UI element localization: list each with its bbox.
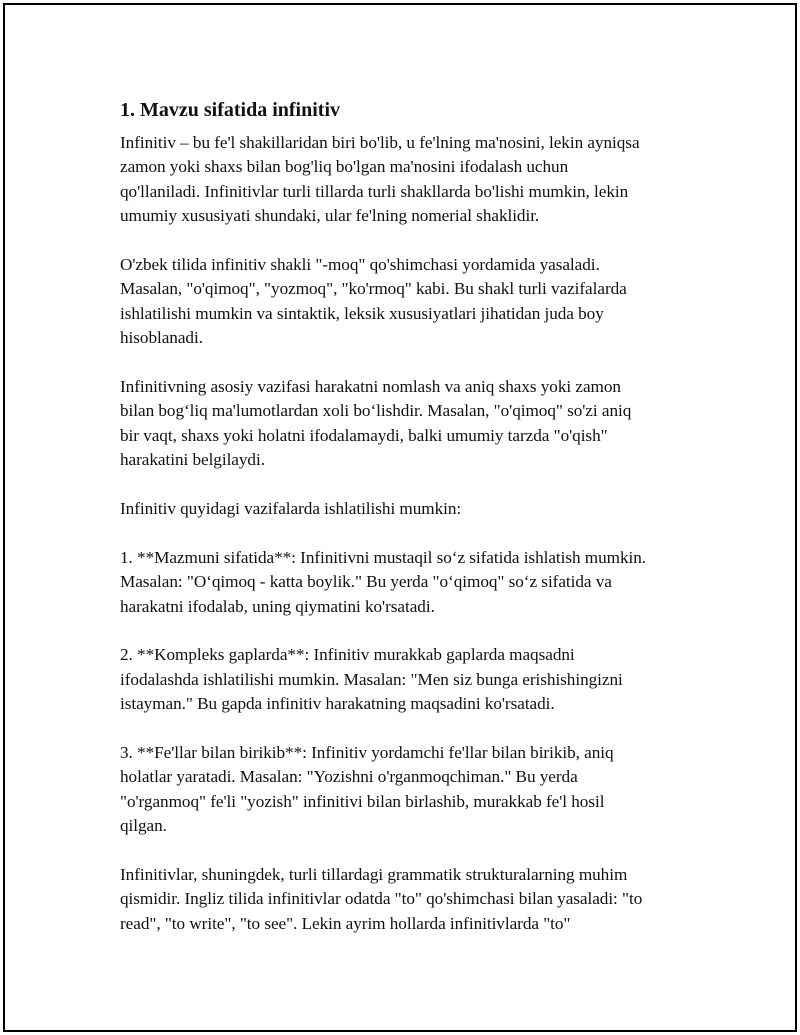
- paragraph-line: harakatni ifodalab, uning qiymatini ko'rsatadi.: [120, 596, 435, 616]
- paragraph-line: umumiy xususiyati shundaki, ular fe'lning nomerial shaklidir.: [120, 206, 540, 226]
- paragraph-line: "o'rganmoq" fe'li "yozish" infinitivi bilan birlashib, murakkab fe'l hosil: [120, 791, 605, 811]
- paragraph-line: Masalan, "o'qimoq", "yozmoq", "ko'rmoq" kabi. Bu shakl turli vazifalarda: [120, 279, 627, 299]
- paragraph-line: Infinitivlar, shuningdek, turli tillardagi grammatik strukturalarning muhim: [120, 865, 628, 885]
- section-heading: 1. Mavzu sifatida infinitiv: [120, 99, 341, 121]
- paragraph-line: O'zbek tilida infinitiv shakli "-moq" qo'shimchasi yordamida yasaladi.: [120, 255, 600, 275]
- paragraph-line: Masalan: "O‘qimoq - katta boylik." Bu yerda "o‘qimoq" so‘z sifatida va: [120, 572, 612, 592]
- paragraph-line: read", "to write", "to see". Lekin ayrim hollarda infinitivlarda "to": [120, 913, 571, 933]
- paragraph: [120, 375, 700, 473]
- paragraph: [120, 497, 700, 521]
- paragraph-line: 3. **Fe'llar bilan birikib**: Infinitiv yordamchi fe'llar bilan birikib, aniq: [120, 743, 614, 763]
- paragraph-line: Infinitivning asosiy vazifasi harakatni nomlash va aniq shaxs yoki zamon: [120, 377, 621, 397]
- paragraph: [120, 253, 700, 351]
- document-page: [3, 3, 797, 1032]
- document-body: [120, 98, 700, 961]
- paragraph-line: ifodalashda ishlatilishi mumkin. Masalan: "Men siz bunga erishishingizni: [120, 669, 623, 689]
- paragraph-line: 1. **Mazmuni sifatida**: Infinitivni mustaqil so‘z sifatida ishlatish mumkin.: [120, 547, 647, 567]
- paragraph: [120, 741, 700, 839]
- paragraph-line: qo'llaniladi. Infinitivlar turli tillarda turli shakllarda bo'lishi mumkin, lekin: [120, 181, 629, 201]
- paragraph-line: qismidir. Ingliz tilida infinitivlar odatda "to" qo'shimchasi bilan yasaladi: "to: [120, 889, 643, 909]
- paragraph-line: hisoblanadi.: [120, 328, 203, 348]
- paragraph: [120, 546, 700, 619]
- paragraph-line: 2. **Kompleks gaplarda**: Infinitiv murakkab gaplarda maqsadni: [120, 645, 575, 665]
- paragraph-list: [120, 131, 700, 936]
- paragraph-line: Infinitiv – bu fe'l shakillaridan biri bo'lib, u fe'lning ma'nosini, lekin ayniqsa: [120, 133, 640, 152]
- paragraph-line: bir vaqt, shaxs yoki holatni ifodalamaydi, balki umumiy tarzda "o'qish": [120, 425, 608, 445]
- paragraph: [120, 131, 700, 229]
- paragraph-line: istayman." Bu gapda infinitiv harakatning maqsadini ko'rsatadi.: [120, 694, 555, 714]
- paragraph-line: qilgan.: [120, 816, 167, 836]
- paragraph-line: Infinitiv quyidagi vazifalarda ishlatilishi mumkin:: [120, 499, 462, 519]
- paragraph-line: bilan bog‘liq ma'lumotlardan xoli bo‘lishdir. Masalan, "o'qimoq" so'zi aniq: [120, 401, 632, 421]
- paragraph: [120, 863, 700, 936]
- paragraph-line: ishlatilishi mumkin va sintaktik, leksik xususiyatlari jihatidan juda boy: [120, 303, 604, 323]
- paragraph-line: zamon yoki shaxs bilan bog'liq bo'lgan ma'nosini ifodalash uchun: [120, 157, 569, 177]
- paragraph: [120, 643, 700, 716]
- paragraph-line: holatlar yaratadi. Masalan: "Yozishni o'rganmoqchiman." Bu yerda: [120, 767, 578, 787]
- paragraph-line: harakatini belgilaydi.: [120, 450, 265, 470]
